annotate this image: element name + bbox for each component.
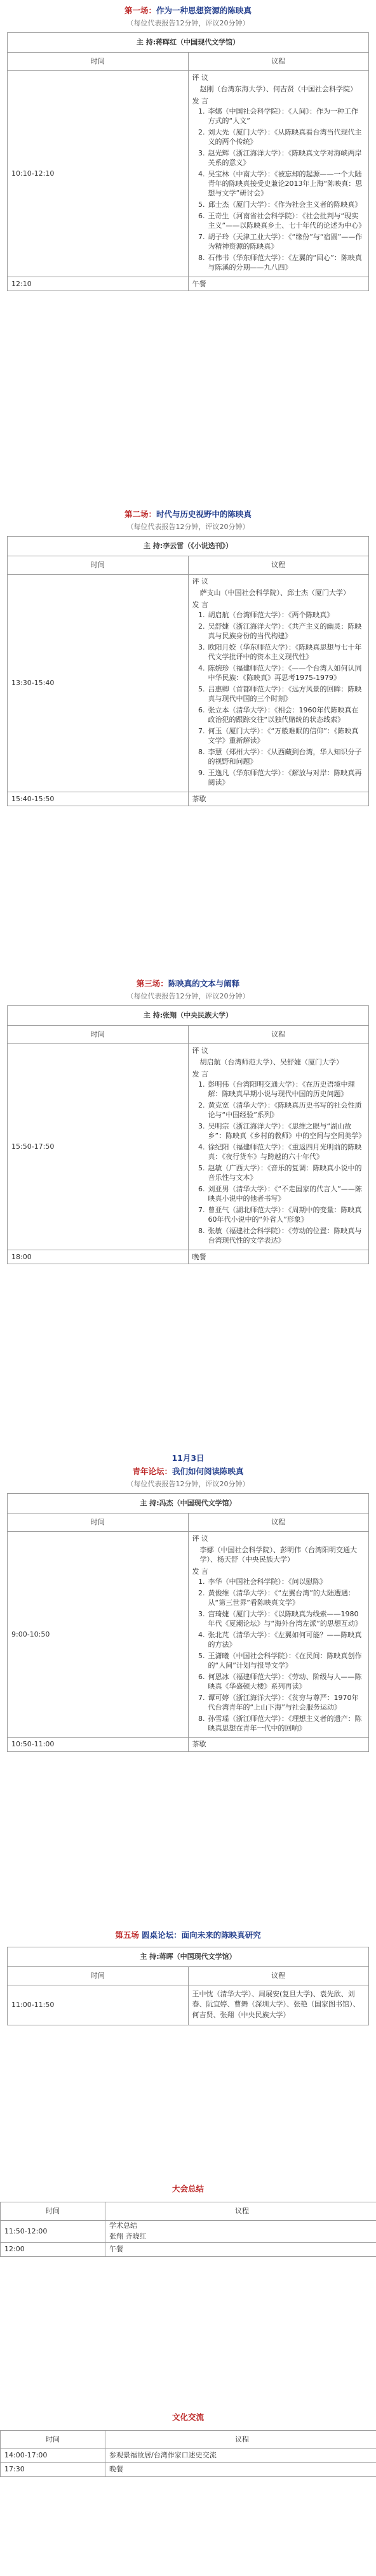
talk-label: 发 言: [192, 96, 208, 105]
col-time-header: 时间: [8, 1514, 189, 1532]
talk-item: 3. 赵光辉（浙江海洋大学）：《陈映真文学对海峡两岸关系的意义》: [198, 149, 362, 167]
session-table: [7, 1493, 369, 1752]
col-time-header: 时间: [1, 2430, 105, 2449]
exchange-time: 17:30: [1, 2462, 105, 2476]
day-date: 11月3日: [171, 1453, 205, 1463]
closing-time: 11:50-12:00: [1, 2220, 105, 2242]
talk-list: [192, 107, 365, 272]
talk-item: 5. 赵敏（广西大学）：《音乐的复调：陈映真小说中的音乐性与文本》: [198, 1164, 362, 1182]
session-host: 主 持:李云雷（《小说选刊》）: [8, 537, 369, 556]
session-time: 9:00-10:50: [8, 1532, 189, 1738]
talk-item: 1. 胡启航（台湾师范大学）：《两个陈映真》: [198, 611, 334, 620]
talk-list: [192, 1577, 365, 1733]
end-time: 10:50-11:00: [8, 1738, 189, 1752]
end-time: 12:10: [8, 277, 189, 291]
talk-item: 2. 刘大先（厦门大学）：《从陈映真看台湾当代现代主义的两个传统》: [198, 128, 362, 147]
session-agenda: [188, 575, 369, 792]
session-note: （每位代表报告12分钟，评议20分钟）: [126, 1479, 250, 1488]
talk-item: 6. 王奇生（河南省社会科学院）：《社会批判与“现实主义”——以陈映真乡土、七十年代的论述为中心》: [198, 212, 366, 230]
talk-item: 8. 张敏（福建社会科学院）：《劳动的位置：陈映真与台湾现代性的文学表达》: [198, 1227, 362, 1245]
session-host: 主 持:蒋晖红（中国现代文学馆）: [8, 33, 369, 53]
talk-item: 6. 张立本（清华大学）：《相会：1960年代陈映真在政治犯的跟踪交往“以独代赌统的状态线索》: [198, 706, 359, 724]
talk-item: 3. 吴明宗（浙江海洋大学）：《思维之眼与“湖山故乡”：陈映真《乡村的教师》中的空间与空间美学》: [198, 1122, 366, 1141]
comment-label: 评 议: [192, 1047, 208, 1056]
col-time-header: 时间: [8, 53, 189, 71]
col-agenda-header: 议程: [188, 1026, 369, 1044]
col-agenda-header: 议程: [105, 2202, 376, 2220]
session-title: 第二场：时代与历史视野中的陈映真: [124, 509, 252, 519]
exchange-agenda: 参观景福故居/台湾作家口述史交流: [105, 2449, 376, 2462]
talk-item: 1. 李华（中国社会科学院）：《问以慰陈》: [198, 1578, 327, 1586]
talk-item: 5. 邱士杰（厦门大学）：《作为社会主义者的陈映真》: [198, 200, 362, 209]
talk-item: 1. 李娜（中国社会科学院）：《人间》：作为一种工作方式的“人文”: [198, 107, 358, 126]
talk-item: 9. 王逸凡（华东师范大学）：《解放与对岸：陈映真再阅读》: [198, 769, 362, 787]
talk-list: [192, 610, 365, 787]
session-table: [7, 1005, 369, 1264]
end-label: 午餐: [188, 277, 369, 291]
session-3: [0, 977, 376, 1264]
roundtable-speakers: 王中忱（清华大学）、周展安(复旦大学)、袁先欣、刘春、阮宜婷、曹舞（深圳大学）、张艳（国家图书馆）、何吉贤、张翔（中央民族大学）: [188, 1985, 369, 2025]
comment-label: 评 议: [192, 577, 208, 586]
closing-time: 12:00: [1, 2242, 105, 2256]
session-note: （每位代表报告12分钟，评议20分钟）: [126, 522, 250, 531]
talk-list: [192, 1080, 365, 1245]
session-table: [7, 32, 369, 291]
talk-item: 2. 黄俊维（清华大学）：《“左翼台湾”的大陆遭遇：从“第三世界”看陈映真文学》: [198, 1589, 355, 1607]
talk-item: 8. 孙雪瑶（浙江师范大学）：《理想主义者的遗产：陈映真思想在青年一代中的回响》: [198, 1715, 362, 1732]
exchange-time: 14:00-17:00: [1, 2449, 105, 2462]
exchange-section: [0, 2410, 376, 2477]
session-time: 13:30-15:40: [8, 575, 189, 792]
commentators: 李娜（中国社会科学院）、彭明伟（台湾阳明交通大学）、杨天舒（中央民族大学）: [199, 1545, 357, 1564]
session-agenda: [188, 71, 369, 277]
end-time: 18:00: [8, 1250, 189, 1264]
session-host: 主 持:蒋晖（中国现代文学馆）: [8, 1947, 369, 1966]
col-time-header: 时间: [8, 556, 189, 575]
session-title: 第三场：陈映真的文本与阐释: [136, 979, 240, 988]
session-note: （每位代表报告12分钟，评议20分钟）: [126, 18, 250, 27]
closing-agenda: 学术总结 张翔 齐晓红: [105, 2220, 376, 2242]
session-2: [0, 507, 376, 806]
col-time-header: 时间: [1, 2202, 105, 2220]
end-time: 15:40-15:50: [8, 792, 189, 806]
exchange-title: 文化交流: [171, 2412, 204, 2422]
session-youth-forum: [0, 1453, 376, 1752]
talk-label: 发 言: [192, 1069, 208, 1078]
talk-item: 3. 宫琦婕（厦门大学）：《以陈映真为线索——1980年代《夏潮论坛》与“海外台湾左派”的思想互动》: [198, 1610, 362, 1628]
col-agenda-header: 议程: [188, 556, 369, 575]
talk-item: 5. 吕惠卿（首都师范大学）：《远方风景的回眸：陈映真与现代中国的三个时刻》: [198, 685, 362, 703]
commentators: 萨支山（中国社会科学院）、邱士杰（厦门大学）: [199, 588, 350, 597]
talk-item: 7. 何玉（厦门大学）：《“万般难眠的信仰”：《陈映真文学》重新解读》: [198, 727, 359, 745]
commentators: 赵刚（台湾东海大学）、何吉贤（中国社会科学院）: [199, 84, 357, 93]
closing-section: [0, 2182, 376, 2257]
session-agenda: [188, 1044, 369, 1250]
session-host: 主 持:冯杰（中国现代文学馆）: [8, 1494, 369, 1514]
talk-label: 发 言: [192, 600, 208, 609]
talk-item: 6. 何恩冰（福建师范大学）：《劳动、阶级与人——陈映真《华盛顿大楼》系列再读》: [198, 1673, 362, 1690]
talk-item: 4. 徐纪阳（福建师范大学）：《重返四月光明前的陈映真：《夜行货车》与跨越的六十年代》: [198, 1143, 362, 1161]
talk-item: 3. 欧阳月姣（华东师范大学）：《陈映真思想与七十年代文学批评中的资本主义现代性》: [198, 643, 362, 662]
talk-item: 4. 吴宝林（中南大学）：《被忘却的起源——一个大陆青年的陈映真接受史兼论2013年上海“陈映真：思想与文学”研讨会》: [198, 170, 363, 198]
end-label: 茶歇: [188, 792, 369, 806]
session-roundtable: [0, 1928, 376, 2025]
col-time-header: 时间: [8, 1966, 189, 1985]
col-agenda-header: 议程: [105, 2430, 376, 2449]
session-agenda: [188, 1532, 369, 1738]
session-host: 主 持:张翔（中央民族大学）: [8, 1006, 369, 1026]
session-time: 11:00-11:50: [8, 1985, 189, 2025]
end-label: 晚餐: [188, 1250, 369, 1264]
end-label: 茶歇: [188, 1738, 369, 1752]
talk-item: 8. 李慧（郑州大学）：《从西藏到台湾，华人知识分子的视野和问题》: [198, 748, 362, 766]
exchange-agenda: 晚餐: [105, 2462, 376, 2476]
session-table: [7, 536, 369, 806]
col-agenda-header: 议程: [188, 1514, 369, 1532]
session-time: 15:50-17:50: [8, 1044, 189, 1250]
session-table: [7, 1947, 369, 2025]
talk-item: 4. 陈婉珍（福建师范大学）：《——个台湾人如何认同中华民族：《陈映真》再思考1975-1979》: [198, 664, 362, 683]
talk-label: 发 言: [192, 1567, 208, 1576]
talk-item: 2. 黄克宽（清华大学）：《陈映真历史书写的社会性质论与“中国经验”系列》: [198, 1101, 362, 1120]
talk-item: 1. 彭明伟（台湾阳明交通大学）：《在历史语境中理解：陈映真早期小说与现代中国的历史问题》: [198, 1080, 355, 1099]
comment-label: 评 议: [192, 74, 208, 82]
closing-title: 大会总结: [171, 2184, 204, 2194]
col-agenda-header: 议程: [188, 1966, 369, 1985]
session-note: （每位代表报告12分钟，评议20分钟）: [126, 991, 250, 1000]
session-time: 10:10-12:10: [8, 71, 189, 277]
comment-label: 评 议: [192, 1534, 208, 1543]
talk-item: 6. 刘亚男（清华大学）：《“不走国家的代言人”——陈映真小说中的他者书写》: [198, 1185, 362, 1203]
commentators: 胡启航（台湾师范大学）、吴舒婕（厦门大学）: [199, 1057, 343, 1066]
closing-table: [0, 2202, 376, 2257]
talk-item: 5. 王潇曦（中国社会科学院）：《在民间：陈映真创作的“人间”计划与报导文学》: [198, 1652, 362, 1670]
col-agenda-header: 议程: [188, 53, 369, 71]
session-1: [0, 4, 376, 291]
session-title: 第一场：作为一种思想资源的陈映真: [124, 6, 252, 15]
talk-item: 7. 曾亚气（湖北师范大学）：《周期中的变量：陈映真60年代小说中的“外省人”形象》: [198, 1206, 362, 1224]
talk-item: 2. 吴舒婕（浙江海洋大学）：《共产主义的幽灵：陈映真与民族身份的当代构建》: [198, 622, 362, 641]
closing-agenda: 午餐: [105, 2242, 376, 2256]
talk-item: 7. 谭可婷（浙江海洋大学）：《贫穷与尊严：1970年代台湾青年的“上山下海”与社会服务运动》: [198, 1694, 359, 1711]
session-title: 第五场 圆桌论坛：面向未来的陈映真研究: [115, 1930, 261, 1940]
col-time-header: 时间: [8, 1026, 189, 1044]
session-title: 青年论坛：我们如何阅读陈映真: [132, 1466, 244, 1476]
exchange-table: [0, 2430, 376, 2477]
talk-item: 4. 张北芃（清华大学）：《左翼如何可能？——陈映真的方法》: [198, 1631, 362, 1649]
talk-item: 7. 胡子玲（天津工业大学）：《“缘份”与“宿圆”——作为精神资源的陈映真》: [198, 233, 363, 251]
talk-item: 8. 石伟书（华东师范大学）：《左翼的“回心”：陈映真与陈溪的分期——九八四》: [198, 254, 362, 272]
